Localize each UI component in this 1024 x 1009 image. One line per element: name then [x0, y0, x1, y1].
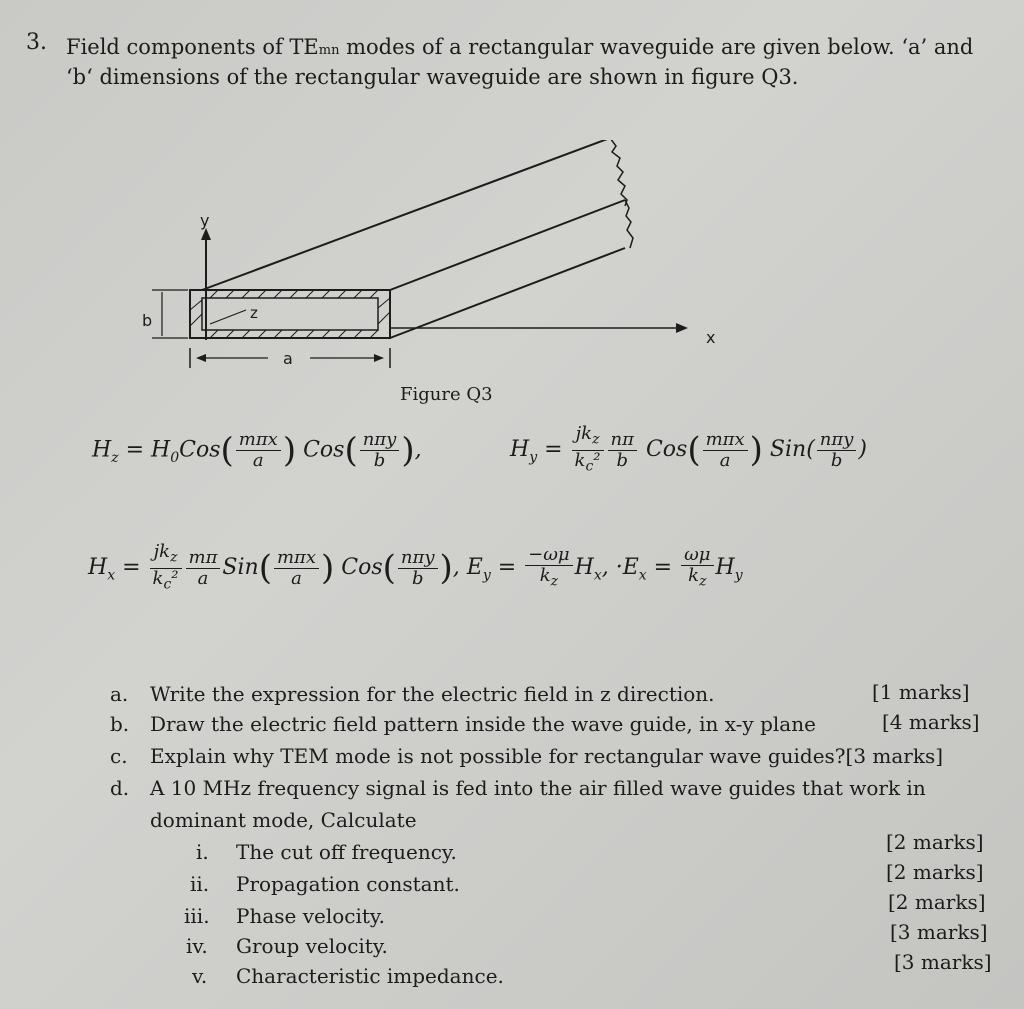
subpart-iv — [186, 934, 388, 958]
hatch-top — [210, 290, 378, 298]
subpart-ii-marks: [2 marks] — [886, 860, 984, 884]
subpart-iii-label: iii. — [184, 904, 210, 928]
intro-subscript: mn — [318, 43, 340, 58]
part-a-marks: [1 marks] — [872, 680, 970, 704]
subpart-i — [196, 840, 457, 864]
subpart-v — [192, 964, 504, 988]
equation-hy: $H_y$ = $\frac{jk_z}{k_c^2}$ $\frac{n\pi}{b}$ Cos( $\frac{\text{mπx}}{a}$ ) Sin( $\frac{\text{nπy}}{b}$ ) — [510, 423, 867, 475]
subpart-iii-text: Phase velocity. — [236, 904, 385, 928]
intro-line1-b: modes of a rectangular waveguide are given below. ‘a’ and — [339, 35, 974, 59]
part-b-label: b. — [110, 712, 130, 736]
part-a — [110, 682, 715, 706]
subpart-v-marks: [3 marks] — [894, 950, 992, 974]
equation-hx-ey-ex: $H_x$ = $\frac{jk_z}{k_c^2}$ $\frac{m\pi}{a}$ Sin( $\frac{\text{mπx}}{a}$ ) Cos( $\frac{\text{nπy}}{b}$ ), $E_y$ = $\frac{-\omega\mu}{k_z}$ $H_x$, $\cdot E_x$ = $\frac{\omega\mu}{k_z}$ $H_y$ — [88, 541, 743, 593]
waveguide-edge-top-right — [390, 200, 625, 290]
part-c-text: Explain why TEM mode is not possible for rectangular wave guides?[3 marks] — [150, 744, 944, 768]
subpart-v-text: Characteristic impedance. — [236, 964, 504, 988]
part-d-text: A 10 MHz frequency signal is fed into the air filled wave guides that work in — [150, 776, 926, 800]
subpart-iv-label: iv. — [186, 934, 208, 958]
dim-a-label: a — [283, 349, 293, 368]
waveguide-inner-face — [202, 298, 378, 330]
dim-a-arrow-right — [374, 354, 384, 362]
subpart-v-label: v. — [192, 964, 208, 988]
dim-b-label: b — [142, 311, 153, 330]
subpart-iii — [184, 904, 385, 928]
dim-a-arrow-left — [196, 354, 206, 362]
subpart-iii-marks: [2 marks] — [888, 890, 986, 914]
question-number: 3. — [26, 30, 47, 55]
subpart-i-marks: [2 marks] — [886, 830, 984, 854]
part-b — [110, 712, 816, 736]
subpart-iv-text: Group velocity. — [236, 934, 388, 958]
waveguide-torn-end — [610, 140, 633, 248]
part-d — [110, 776, 926, 800]
part-c-label: c. — [110, 744, 128, 768]
part-a-label: a. — [110, 682, 129, 706]
figure-caption: Figure Q3 — [400, 384, 493, 405]
part-a-text: Write the expression for the electric field in z direction. — [150, 682, 715, 706]
axis-y-label: y — [200, 211, 210, 230]
part-d-line2: dominant mode, Calculate — [150, 808, 417, 832]
equation-hz: $H_z = H_0Cos$( $\frac{\text{mπx}}{a}$ ) Cos( $\frac{\text{nπy}}{b}$ ), — [92, 429, 422, 471]
waveguide-front-face — [190, 290, 390, 338]
part-d-label: d. — [110, 776, 130, 800]
part-c — [110, 744, 943, 768]
waveguide-edge-bottom-right — [390, 248, 625, 338]
axis-x-label: x — [706, 328, 716, 347]
subpart-i-label: i. — [196, 840, 209, 864]
subpart-ii — [190, 872, 460, 896]
z-axis — [210, 310, 246, 324]
subpart-i-text: The cut off frequency. — [236, 840, 457, 864]
subpart-iv-marks: [3 marks] — [890, 920, 988, 944]
question-intro — [66, 34, 986, 91]
x-axis-arrow — [676, 323, 688, 333]
intro-line1-a: Field components of TE — [66, 35, 319, 59]
subpart-ii-label: ii. — [190, 872, 210, 896]
hatch-sides — [190, 298, 390, 326]
part-b-marks: [4 marks] — [882, 710, 980, 734]
part-b-text: Draw the electric field pattern inside the wave guide, in x-y plane — [150, 712, 816, 736]
intro-line2: ‘b‘ dimensions of the rectangular waveguide are shown in figure Q3. — [66, 65, 799, 89]
hatch-bottom — [210, 330, 378, 338]
subpart-ii-text: Propagation constant. — [236, 872, 460, 896]
axis-z-label: z — [250, 304, 258, 322]
waveguide-edge-top-left — [202, 140, 610, 290]
